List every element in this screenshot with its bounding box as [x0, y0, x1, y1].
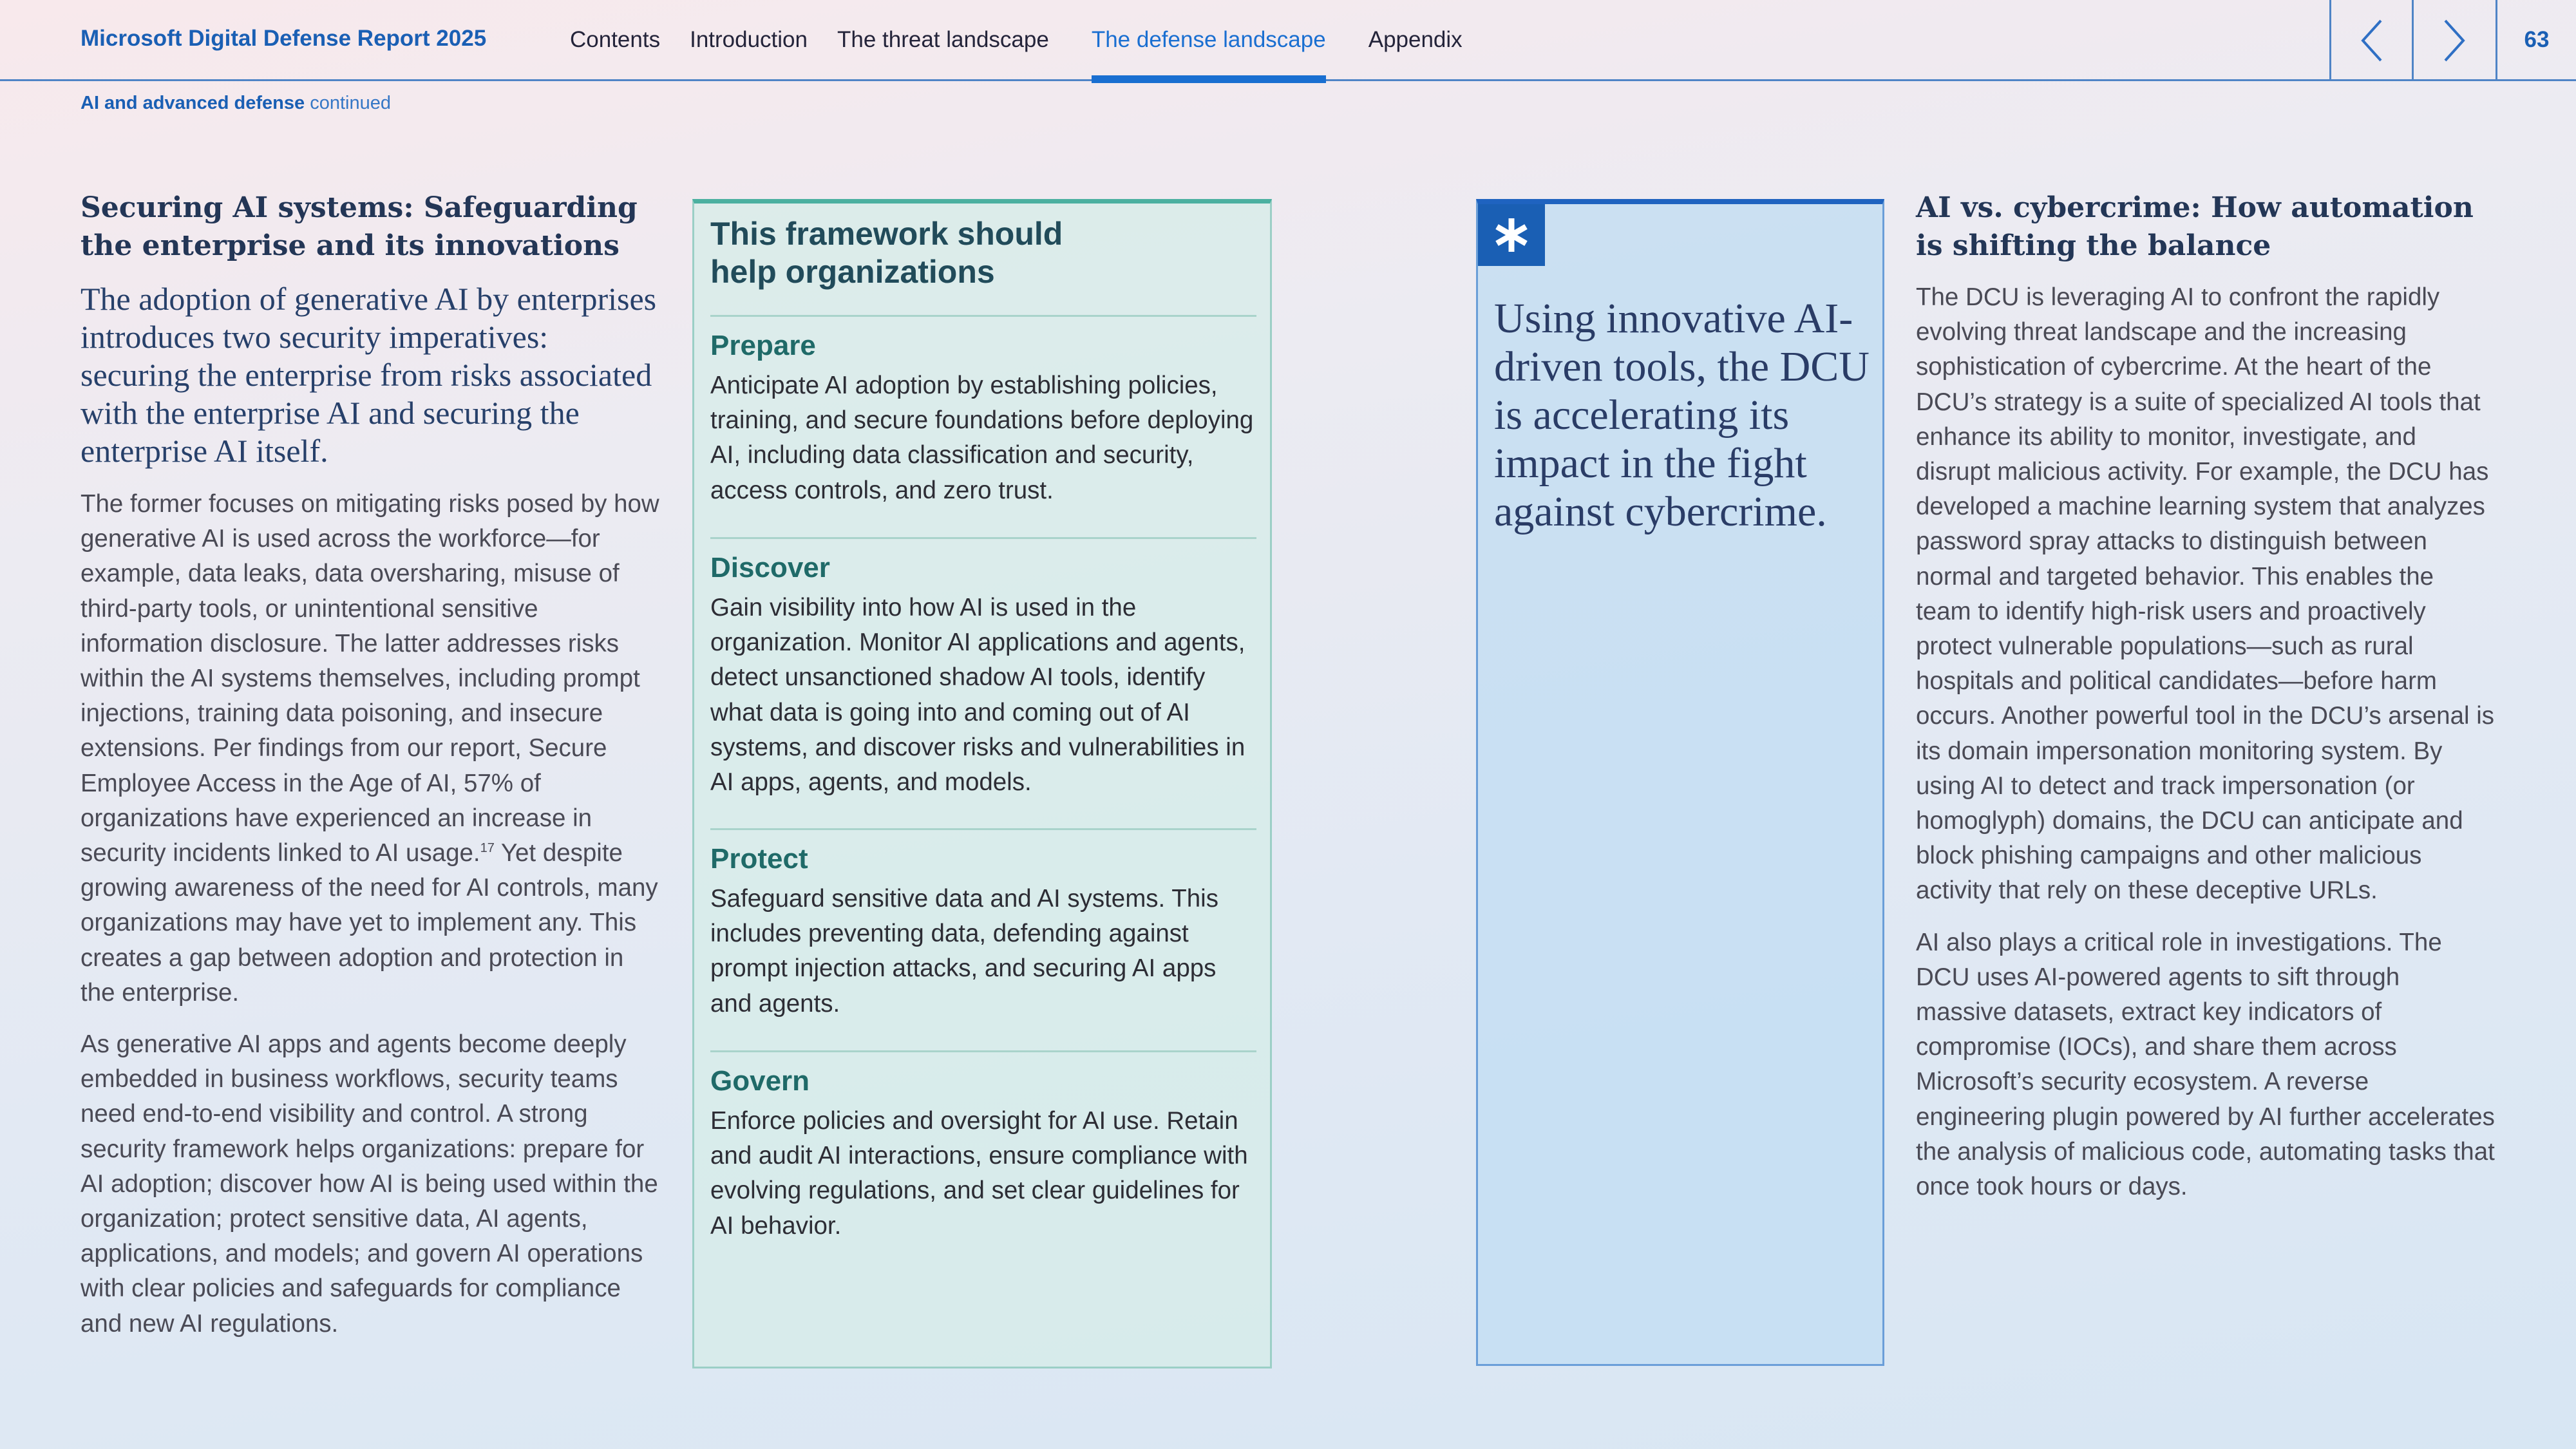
- nav-threat-landscape[interactable]: The threat landscape: [837, 27, 1049, 52]
- pull-quote-text: Using innovative AI-driven tools, the DCU is accelerating its impact in the fight against cybercrime.: [1494, 295, 1870, 535]
- section-label-title: AI and advanced defense: [80, 93, 305, 113]
- framework-section-heading: Govern: [710, 1065, 810, 1097]
- footnote-marker[interactable]: 17: [480, 841, 495, 856]
- asterisk-icon: [1478, 204, 1545, 266]
- framework-title: [710, 215, 1063, 291]
- chevron-left-icon: [2359, 18, 2385, 63]
- securing-ai-paragraph-1: [80, 487, 663, 1010]
- framework-box: [692, 199, 1272, 1368]
- framework-section-body: Enforce policies and oversight for AI use. Retain and audit AI interactions, ensure compliance with evolving regulations, and set clear guidelines for AI behavior.: [710, 1107, 1248, 1240]
- framework-section-body: Anticipate AI adoption by establishing policies, training, and secure foundations before deploying AI, including data classification and security, access controls, and zero trust.: [710, 372, 1254, 504]
- previous-page-button[interactable]: [2329, 0, 2412, 81]
- framework-section-govern: [710, 1050, 1256, 1244]
- ai-vs-cybercrime-paragraph-1: The DCU is leveraging AI to confront the rapidly evolving threat landscape and the increasing sophistication of cybercrime. At the heart of the DCU’s strategy is a suite of specialized AI tools that enhance its ability to monitor, investigate, and disrupt malicious activity. For example, the DCU has developed a machine learning system that analyzes password spray attacks to distinguish between normal and targeted behavior. This enables the team to identify high-risk users and proactively protect vulnerable populations—such as rural hospitals and political candidates—before harm occurs. Another powerful tool in the DCU’s arsenal is its domain impersonation monitoring system. By using AI to detect and track impersonation (or homoglyph) domains, the DCU can anticipate and block phishing campaigns and other malicious activity that rely on these deceptive URLs.: [1916, 283, 2495, 905]
- section-label-suffix: continued: [310, 93, 391, 113]
- ai-vs-cybercrime-heading: AI vs. cybercrime: How automation is shifting the balance: [1916, 191, 2474, 262]
- chevron-right-icon: [2441, 18, 2467, 63]
- paragraph-text-tail: Yet despite growing awareness of the need for AI controls, many organizations may have yet to implement any. This creates a gap between adoption and protection in the enterprise.: [80, 839, 658, 1007]
- framework-section-body: Gain visibility into how AI is used in the organization. Monitor AI applications and agents, detect unsanctioned shadow AI tools, identify what data is going into and coming out of AI systems, and discover risks and vulnerabilities in AI apps, agents, and models.: [710, 594, 1245, 797]
- nav-appendix[interactable]: Appendix: [1368, 27, 1463, 52]
- framework-title-line-1: This framework should: [710, 216, 1063, 252]
- ai-vs-cybercrime-column: [1916, 189, 2496, 1204]
- framework-title-line-2: help organizations: [710, 254, 995, 290]
- next-page-button[interactable]: [2412, 0, 2494, 81]
- securing-ai-column: [80, 189, 663, 1341]
- report-title[interactable]: Microsoft Digital Defense Report 2025: [80, 26, 487, 51]
- nav-defense-landscape[interactable]: The defense landscape: [1092, 0, 1326, 81]
- framework-section-body: Safeguard sensitive data and AI systems. This includes preventing data, defending against prompt injection attacks, and securing AI apps and agents.: [710, 885, 1218, 1018]
- framework-section-heading: Protect: [710, 843, 808, 875]
- paragraph-text: The former focuses on mitigating risks posed by how generative AI is used across the workforce—for example, data leaks, data oversharing, misuse of third-party tools, or unintentional sensitive information disclosure. The latter addresses risks within the AI systems themselves, including prompt injections, training data poisoning, and insecure extensions. Per findings from our report, Secure Employee Access in the Age of AI, 57% of organizations have experienced an increase in security incidents linked to AI usage.: [80, 490, 659, 867]
- nav-introduction[interactable]: Introduction: [690, 27, 808, 52]
- ai-vs-cybercrime-paragraph-2: AI also plays a critical role in investigations. The DCU uses AI-powered agents to sift through massive datasets, extract key indicators of compromise (IOCs), and share them across Microsoft’s security ecosystem. A reverse engineering plugin powered by AI further accelerates the analysis of malicious code, automating tasks that once took hours or days.: [1916, 928, 2495, 1201]
- asterisk-glyph: [1492, 216, 1531, 254]
- main-nav: [570, 0, 1492, 81]
- framework-section-heading: Discover: [710, 552, 830, 583]
- securing-ai-lede: The adoption of generative AI by enterprises introduces two security imperatives: securing the enterprise from risks associated with the enterprise AI and securing the enterprise AI itself.: [80, 281, 657, 469]
- framework-section-discover: [710, 537, 1256, 800]
- framework-section-prepare: [710, 315, 1256, 508]
- securing-ai-paragraph-2: As generative AI apps and agents become deeply embedded in business workflows, security teams need end-to-end visibility and control. A strong security framework helps organizations: prepare for AI adoption; discover how AI is being used within the organization; protect sensitive data, AI agents, applications, and models; and govern AI operations with clear policies and safeguards for compliance and new AI regulations.: [80, 1030, 658, 1338]
- section-label: [80, 93, 391, 114]
- securing-ai-heading: Securing AI systems: Safeguarding the enterprise and its innovations: [80, 191, 638, 262]
- pull-quote-box: [1476, 199, 1884, 1366]
- page-number: 63: [2496, 0, 2576, 81]
- nav-contents[interactable]: Contents: [570, 27, 661, 52]
- framework-section-heading: Prepare: [710, 330, 816, 361]
- top-navigation-bar: [0, 0, 2576, 81]
- framework-section-protect: [710, 828, 1256, 1021]
